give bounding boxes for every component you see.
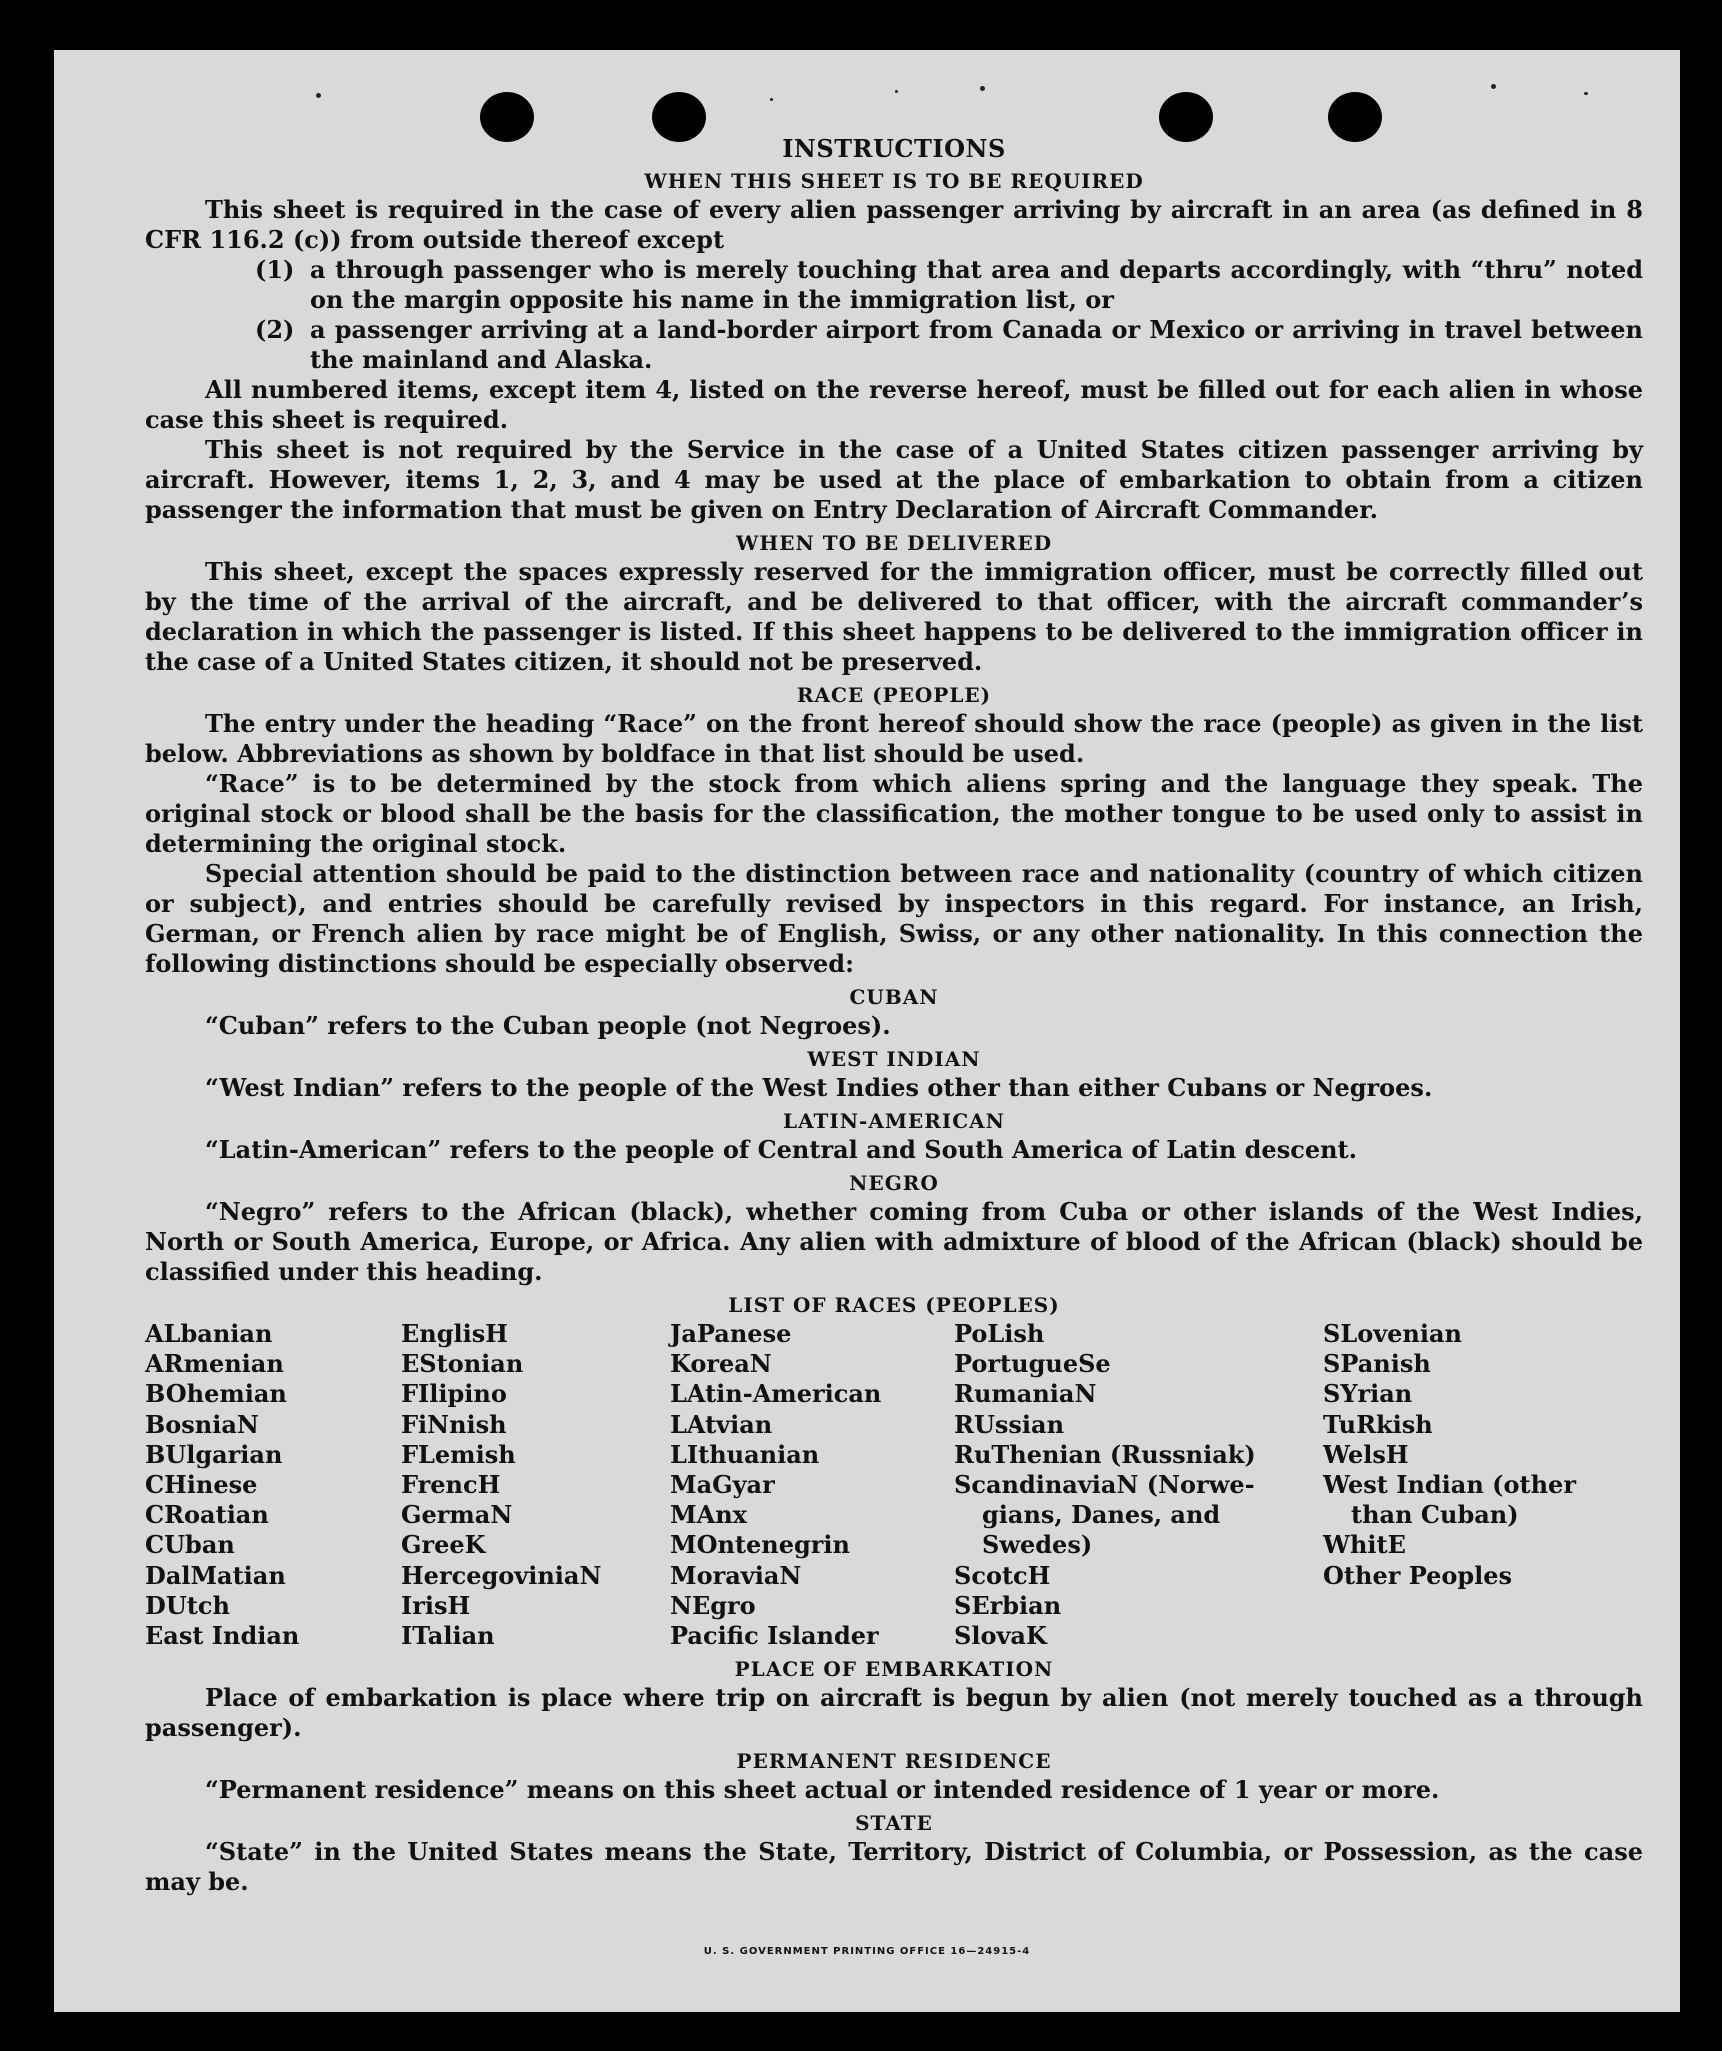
race-entry: RuThenian (Russniak): [954, 1439, 1256, 1469]
race-entry: MaGyar: [670, 1470, 775, 1500]
document-sheet: [54, 50, 1680, 2012]
speck: [316, 93, 321, 98]
races-column: [954, 1319, 1323, 1651]
cuban-text: “Cuban” refers to the Cuban people (not Negroes).: [205, 1011, 891, 1040]
heading-state: STATE: [855, 1811, 933, 1836]
race-entry: PoLish: [954, 1319, 1045, 1348]
race-entry: RUssian: [954, 1409, 1065, 1439]
race-entry: Pacific Islander: [670, 1621, 879, 1651]
race-entry: WhitE: [1323, 1530, 1406, 1560]
exception-item: [145, 255, 1643, 315]
races-column: [145, 1319, 401, 1651]
race-entry: SPanish: [1323, 1349, 1431, 1379]
race-entry: EStonian: [401, 1349, 524, 1379]
embarkation-text: Place of embarkation is place where trip on aircraft is begun by alien (not merely touched as a through passenger).: [145, 1683, 1643, 1743]
race-entry: FLemish: [401, 1439, 516, 1469]
instructions-body: [145, 134, 1643, 1897]
race-entry: WelsH: [1323, 1439, 1409, 1469]
race-entry: DalMatian: [145, 1560, 286, 1590]
heading-when-delivered: WHEN TO BE DELIVERED: [735, 531, 1053, 555]
numbered-items-paragraph: All numbered items, except item 4, listed on the reverse hereof, must be filled out for each alien in whose case this sheet is required.: [145, 375, 1643, 434]
printing-office-footer: U. S. GOVERNMENT PRINTING OFFICE 16—24915-4: [703, 1946, 1031, 1957]
heading-latin-american: LATIN-AMERICAN: [783, 1109, 1005, 1133]
race-entry: ITalian: [401, 1621, 495, 1651]
race-entry: MOntenegrin: [670, 1530, 850, 1560]
item-number: (2): [255, 315, 295, 344]
races-column: [401, 1319, 670, 1651]
race-entry: CHinese: [145, 1470, 258, 1500]
speck: [770, 98, 773, 101]
race-entry: KoreaN: [670, 1349, 772, 1379]
speck: [980, 86, 985, 91]
race-entry: than Cuban): [1351, 1500, 1519, 1530]
race-entry: JaPanese: [670, 1319, 792, 1348]
when-delivered-text: This sheet, except the spaces expressly reserved for the immigration officer, must be correctly filled out by the time of the arrival of the aircraft, and be delivered to that officer, with the aircraft commander’s declaration in which the passenger is listed. If this sheet happens to be delivered to the immigration officer in the case of a United States citizen, it should not be preserved.: [145, 557, 1643, 676]
race-entry: SYrian: [1323, 1379, 1413, 1409]
speck: [895, 90, 898, 93]
exception-item: [145, 315, 1643, 375]
race-entry: MoraviaN: [670, 1560, 802, 1590]
race-entry: ScotcH: [954, 1560, 1051, 1590]
race-entry: CRoatian: [145, 1500, 269, 1530]
races-column: [1323, 1319, 1643, 1651]
race-entry: RumaniaN: [954, 1379, 1097, 1409]
west-indian-text: “West Indian” refers to the people of the West Indies other than either Cubans or Negroes.: [205, 1073, 1433, 1102]
race-entry: SLovenian: [1323, 1319, 1462, 1348]
race-entry: GermaN: [401, 1500, 513, 1530]
race-entry: EnglisH: [401, 1319, 508, 1348]
state-text: “State” in the United States means the State, Territory, District of Columbia, or Possession, as the case may be.: [145, 1837, 1643, 1897]
race-entry: SErbian: [954, 1590, 1062, 1620]
race-entry: FIlipino: [401, 1379, 507, 1409]
heading-when-required: WHEN THIS SHEET IS TO BE REQUIRED: [644, 169, 1144, 193]
item-text: a through passenger who is merely touching that area and departs accordingly, with “thru” noted on the margin opposite his name in the immigration list, or: [310, 255, 1643, 314]
speck: [1491, 84, 1496, 89]
race-entry: LIthuanian: [670, 1439, 820, 1469]
race-entry: ALbanian: [145, 1319, 273, 1348]
heading-embarkation: PLACE OF EMBARKATION: [734, 1657, 1054, 1682]
race-entry: DUtch: [145, 1590, 230, 1620]
race-paragraph-2: “Race” is to be determined by the stock from which aliens spring and the language they speak. The original stock or blood shall be the basis for the classification, the mother tongue to be used only to assist in determining the original stock.: [145, 769, 1643, 858]
race-entry: TuRkish: [1323, 1409, 1433, 1439]
negro-text: “Negro” refers to the African (black), whether coming from Cuba or other islands of the West Indies, North or South America, Europe, or Africa. Any alien with admixture of blood of the African (black) should be classified under this heading.: [145, 1197, 1643, 1286]
race-entry: FiNnish: [401, 1409, 507, 1439]
race-entry: BUlgarian: [145, 1439, 283, 1469]
race-entry: MAnx: [670, 1500, 747, 1530]
race-entry: gians, Danes, and: [982, 1500, 1221, 1530]
speck: [1584, 92, 1588, 95]
heading-permanent-residence: PERMANENT RESIDENCE: [736, 1749, 1052, 1774]
race-paragraph-1: The entry under the heading “Race” on the front hereof should show the race (people) as given in the list below. Abbreviations as shown by boldface in that list should be used.: [145, 709, 1643, 768]
race-entry: East Indian: [145, 1621, 300, 1651]
race-entry: HercegoviniaN: [401, 1560, 602, 1590]
race-entry: BosniaN: [145, 1409, 259, 1439]
item-number: (1): [255, 255, 295, 284]
race-entry: NEgro: [670, 1590, 756, 1620]
race-entry: LAtin-American: [670, 1379, 882, 1409]
race-paragraph-3: Special attention should be paid to the distinction between race and nationality (country of which citizen or subject), and entries should be carefully revised by inspectors in this regard. For instance, an Irish, German, or French alien by race might be of English, Swiss, or any other nationality. In this connection the following distinctions should be especially observed:: [145, 859, 1643, 978]
item-text: a passenger arriving at a land-border airport from Canada or Mexico or arriving in travel between the mainland and Alaska.: [310, 315, 1643, 374]
race-entry: West Indian (other: [1323, 1470, 1576, 1500]
heading-race: RACE (PEOPLE): [796, 683, 992, 707]
heading-list-of-races: LIST OF RACES (PEOPLES): [728, 1293, 1060, 1317]
latin-american-text: “Latin-American” refers to the people of Central and South America of Latin descent.: [205, 1135, 1357, 1164]
races-list: [145, 1319, 1643, 1651]
race-entry: ScandinaviaN (Norwe-: [954, 1470, 1255, 1500]
race-entry: Swedes): [982, 1530, 1093, 1560]
race-entry: FrencH: [401, 1470, 501, 1500]
race-entry: ARmenian: [145, 1349, 284, 1379]
page-title: INSTRUCTIONS: [782, 134, 1006, 163]
citizen-paragraph: This sheet is not required by the Service in the case of a United States citizen passenger arriving by aircraft. However, items 1, 2, 3, and 4 may be used at the place of embarkation to obtain from a citizen passenger the information that must be given on Entry Declaration of Aircraft Commander.: [145, 435, 1643, 524]
races-column: [670, 1319, 954, 1651]
heading-cuban: CUBAN: [849, 985, 939, 1009]
when-required-intro: This sheet is required in the case of every alien passenger arriving by aircraft in an area (as defined in 8 CFR 116.2 (c)) from outside thereof except: [145, 195, 1643, 254]
heading-west-indian: WEST INDIAN: [807, 1047, 981, 1071]
race-entry: Other Peoples: [1323, 1560, 1513, 1590]
heading-negro: NEGRO: [849, 1171, 939, 1195]
race-entry: BOhemian: [145, 1379, 287, 1409]
race-entry: CUban: [145, 1530, 235, 1560]
race-entry: PortugueSe: [954, 1349, 1111, 1379]
race-entry: LAtvian: [670, 1409, 773, 1439]
race-entry: IrisH: [401, 1590, 471, 1620]
race-entry: GreeK: [401, 1530, 486, 1560]
race-entry: SlovaK: [954, 1621, 1047, 1651]
residence-text: “Permanent residence” means on this sheet actual or intended residence of 1 year or more.: [205, 1775, 1440, 1805]
